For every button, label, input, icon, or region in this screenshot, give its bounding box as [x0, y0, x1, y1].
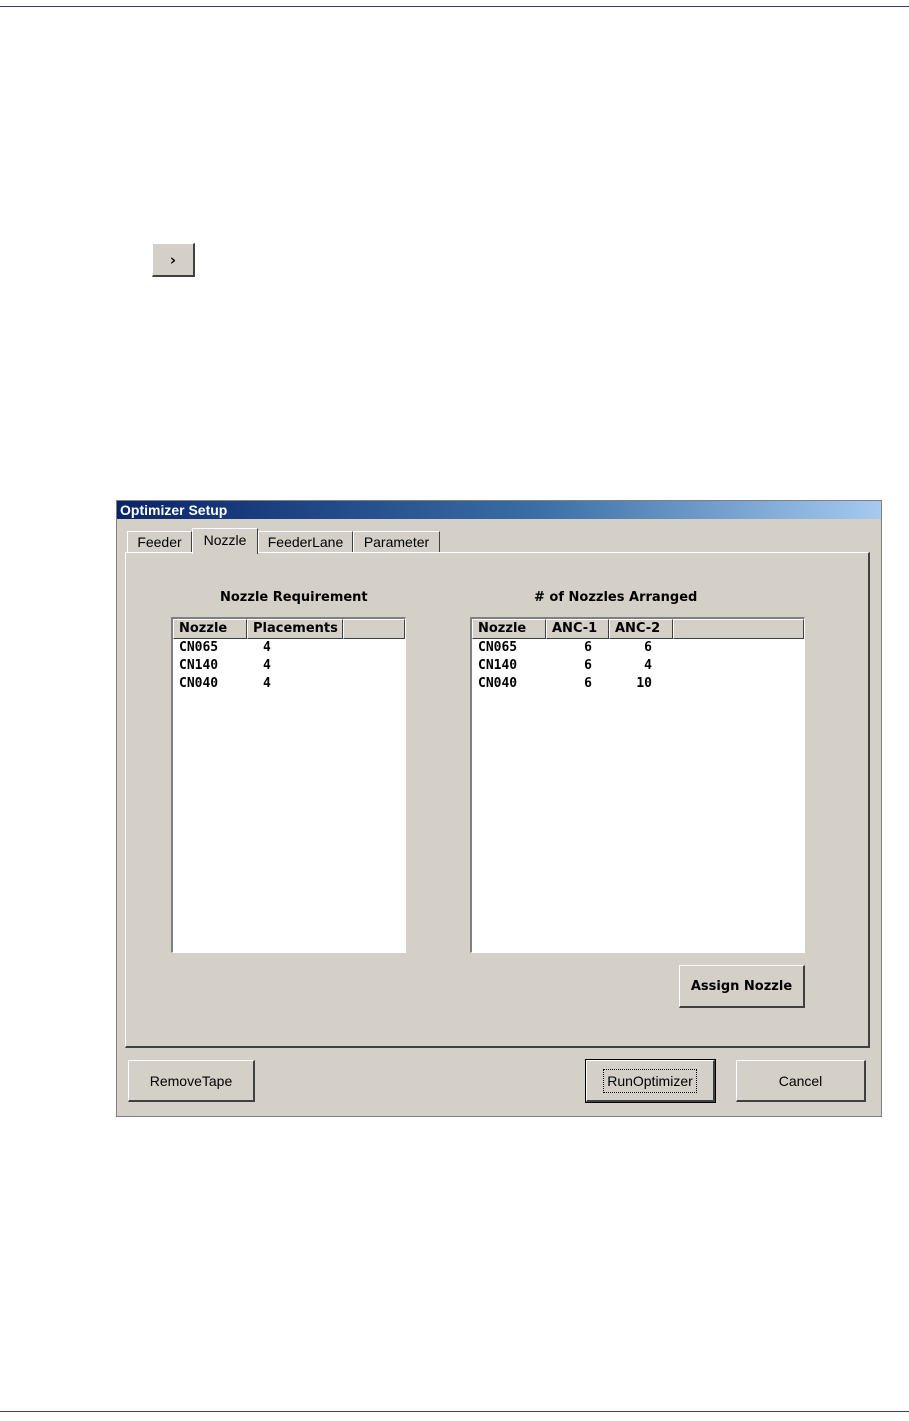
cell-nozzle: CN140: [179, 658, 219, 673]
table-row[interactable]: [173, 675, 405, 693]
cell-nozzle: CN065: [179, 640, 219, 655]
table-row[interactable]: [472, 639, 804, 657]
remove-tape-label: RemoveTape: [149, 1072, 233, 1089]
tab-nozzle[interactable]: Nozzle: [192, 528, 258, 554]
assign-nozzle-label: Assign Nozzle: [690, 978, 793, 994]
assign-nozzle-button[interactable]: [679, 965, 805, 1008]
table-row[interactable]: [472, 675, 804, 693]
cancel-label: Cancel: [778, 1072, 823, 1089]
cell-nozzle: CN040: [179, 676, 219, 691]
cell-nozzle: CN065: [478, 640, 518, 655]
cell-anc-1: 6: [584, 658, 592, 673]
nozzle-requirement-title: Nozzle Requirement: [220, 590, 368, 605]
cell-anc-1: 6: [584, 640, 592, 655]
column-header-nozzle[interactable]: Nozzle: [173, 619, 247, 639]
cell-nozzle: CN040: [478, 676, 518, 691]
top-rule: [0, 6, 909, 7]
cell-nozzle: CN140: [478, 658, 518, 673]
nozzle-requirement-list[interactable]: [171, 617, 406, 953]
list-header: [472, 619, 804, 639]
bottom-rule: [0, 1411, 909, 1412]
tab-feederlane[interactable]: FeederLane: [258, 531, 353, 553]
column-header-empty: [673, 619, 804, 639]
cell-anc-2: 4: [644, 658, 652, 673]
column-header-empty: [343, 619, 405, 639]
remove-tape-button[interactable]: [128, 1060, 255, 1102]
cell-anc-2: 10: [636, 676, 652, 691]
tab-parameter[interactable]: Parameter: [353, 531, 440, 553]
nozzles-arranged-title: # of Nozzles Arranged: [534, 590, 698, 605]
tab-feeder[interactable]: Feeder: [127, 531, 192, 553]
nozzles-arranged-list[interactable]: [470, 617, 805, 953]
column-header-anc-1[interactable]: ANC-1: [546, 619, 609, 639]
cell-placements: 4: [263, 676, 271, 691]
run-optimizer-label: RunOptimizer: [607, 1072, 693, 1089]
column-header-placements[interactable]: Placements: [247, 619, 343, 639]
list-header: [173, 619, 405, 639]
column-header-nozzle[interactable]: Nozzle: [472, 619, 546, 639]
window-title: Optimizer Setup: [117, 501, 881, 519]
table-row[interactable]: [173, 639, 405, 657]
cell-anc-1: 6: [584, 676, 592, 691]
cell-placements: 4: [263, 640, 271, 655]
table-row[interactable]: [173, 657, 405, 675]
cancel-button[interactable]: [736, 1060, 866, 1102]
column-header-anc-2[interactable]: ANC-2: [609, 619, 673, 639]
chevron-right-icon: ›: [169, 250, 177, 269]
run-optimizer-button[interactable]: [586, 1060, 715, 1102]
cell-placements: 4: [263, 658, 271, 673]
table-row[interactable]: [472, 657, 804, 675]
next-button[interactable]: [152, 243, 195, 277]
cell-anc-2: 6: [644, 640, 652, 655]
